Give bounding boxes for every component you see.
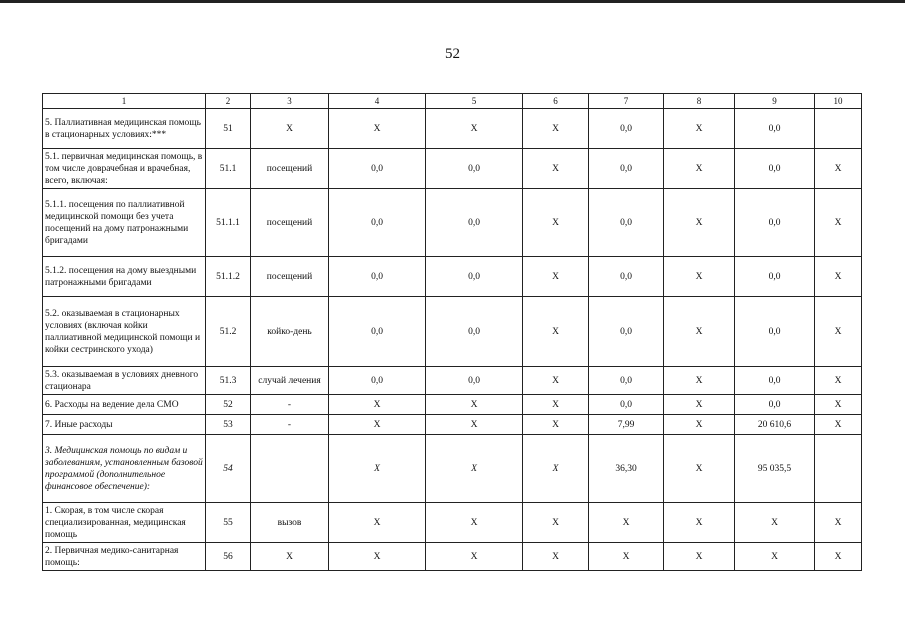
value-cell: X	[589, 543, 664, 571]
value-cell: X	[664, 415, 735, 435]
value-cell: 20 610,6	[735, 415, 815, 435]
row-unit-cell: посещений	[251, 149, 329, 189]
value-cell	[815, 435, 862, 503]
table-row	[43, 149, 862, 189]
value-cell: X	[329, 543, 426, 571]
value-cell: X	[664, 543, 735, 571]
row-name-cell: 5.1.2. посещения на дому выездными патронажными бригадами	[43, 257, 206, 297]
value-cell: X	[426, 109, 523, 149]
header-cell: 8	[664, 94, 735, 109]
table-row	[43, 415, 862, 435]
row-code-cell: 51.1.2	[206, 257, 251, 297]
value-cell: X	[815, 297, 862, 367]
row-unit-cell: -	[251, 415, 329, 435]
value-cell: 0,0	[735, 109, 815, 149]
value-cell: 0,0	[426, 189, 523, 257]
header-cell: 3	[251, 94, 329, 109]
value-cell: X	[664, 435, 735, 503]
value-cell: 0,0	[426, 367, 523, 395]
value-cell: 0,0	[735, 297, 815, 367]
value-cell: X	[523, 503, 589, 543]
value-cell: X	[426, 415, 523, 435]
value-cell: X	[815, 149, 862, 189]
table-row	[43, 367, 862, 395]
table-header-row	[43, 94, 862, 109]
row-name-cell: 1. Скорая, в том числе скорая специализированная, медицинская помощь	[43, 503, 206, 543]
row-unit-cell: случай лечения	[251, 367, 329, 395]
row-unit-cell: X	[251, 109, 329, 149]
value-cell: 0,0	[329, 257, 426, 297]
table-row	[43, 543, 862, 571]
row-name-cell: 5.1. первичная медицинская помощь, в том числе доврачебная и врачебная, всего, включая:	[43, 149, 206, 189]
value-cell: X	[664, 189, 735, 257]
value-cell: 0,0	[329, 297, 426, 367]
row-unit-cell	[251, 435, 329, 503]
value-cell: X	[329, 395, 426, 415]
value-cell: X	[523, 415, 589, 435]
value-cell: X	[815, 257, 862, 297]
value-cell: X	[426, 543, 523, 571]
value-cell: X	[664, 395, 735, 415]
value-cell: X	[815, 367, 862, 395]
row-code-cell: 51.1.1	[206, 189, 251, 257]
row-code-cell: 51	[206, 109, 251, 149]
top-border-line	[0, 0, 905, 3]
table-row	[43, 503, 862, 543]
row-code-cell: 51.1	[206, 149, 251, 189]
header-cell: 10	[815, 94, 862, 109]
value-cell: X	[329, 415, 426, 435]
value-cell: 95 035,5	[735, 435, 815, 503]
data-table	[42, 93, 862, 571]
value-cell: 0,0	[329, 149, 426, 189]
header-cell: 7	[589, 94, 664, 109]
row-unit-cell: койко-день	[251, 297, 329, 367]
value-cell: 0,0	[735, 367, 815, 395]
row-name-cell: 6. Расходы на ведение дела СМО	[43, 395, 206, 415]
value-cell: 0,0	[589, 149, 664, 189]
row-code-cell: 51.2	[206, 297, 251, 367]
value-cell: X	[664, 367, 735, 395]
value-cell: X	[426, 503, 523, 543]
value-cell: 0,0	[329, 189, 426, 257]
value-cell: 36,30	[589, 435, 664, 503]
row-unit-cell: посещений	[251, 189, 329, 257]
table-row	[43, 395, 862, 415]
value-cell: 7,99	[589, 415, 664, 435]
value-cell: X	[523, 189, 589, 257]
value-cell: X	[329, 435, 426, 503]
row-name-cell: 5. Паллиативная медицинская помощь в стационарных условиях:***	[43, 109, 206, 149]
row-code-cell: 51.3	[206, 367, 251, 395]
row-unit-cell: вызов	[251, 503, 329, 543]
value-cell: X	[523, 297, 589, 367]
value-cell: 0,0	[735, 149, 815, 189]
value-cell: X	[815, 395, 862, 415]
value-cell: X	[664, 297, 735, 367]
value-cell: X	[523, 435, 589, 503]
value-cell: X	[426, 435, 523, 503]
table-row	[43, 109, 862, 149]
value-cell: 0,0	[589, 109, 664, 149]
value-cell: X	[329, 109, 426, 149]
value-cell: X	[815, 503, 862, 543]
value-cell: 0,0	[426, 257, 523, 297]
row-code-cell: 56	[206, 543, 251, 571]
value-cell: X	[815, 543, 862, 571]
value-cell: X	[426, 395, 523, 415]
table-row	[43, 189, 862, 257]
row-code-cell: 55	[206, 503, 251, 543]
row-name-cell: 5.3. оказываемая в условиях дневного стационара	[43, 367, 206, 395]
value-cell: 0,0	[589, 367, 664, 395]
table-row	[43, 297, 862, 367]
page-number: 52	[445, 46, 460, 62]
value-cell: X	[664, 257, 735, 297]
value-cell: 0,0	[735, 257, 815, 297]
value-cell: 0,0	[589, 395, 664, 415]
row-name-cell: 5.1.1. посещения по паллиативной медицинской помощи без учета посещений на дому патронажными бригадами	[43, 189, 206, 257]
row-unit-cell: посещений	[251, 257, 329, 297]
value-cell: 0,0	[589, 297, 664, 367]
value-cell: 0,0	[735, 395, 815, 415]
value-cell: X	[523, 257, 589, 297]
row-unit-cell: X	[251, 543, 329, 571]
value-cell: X	[589, 503, 664, 543]
row-code-cell: 54	[206, 435, 251, 503]
header-cell: 2	[206, 94, 251, 109]
value-cell: X	[523, 109, 589, 149]
table-row	[43, 257, 862, 297]
table-row	[43, 435, 862, 503]
value-cell: X	[523, 367, 589, 395]
value-cell: X	[815, 189, 862, 257]
header-cell: 6	[523, 94, 589, 109]
value-cell	[815, 109, 862, 149]
header-cell: 1	[43, 94, 206, 109]
value-cell: X	[815, 415, 862, 435]
value-cell: X	[523, 543, 589, 571]
header-cell: 4	[329, 94, 426, 109]
row-name-cell: 2. Первичная медико-санитарная помощь:	[43, 543, 206, 571]
header-cell: 9	[735, 94, 815, 109]
row-name-cell: 3. Медицинская помощь по видам и заболеваниям, установленным базовой программой (дополнительное финансовое обеспечение):	[43, 435, 206, 503]
row-code-cell: 53	[206, 415, 251, 435]
value-cell: 0,0	[589, 189, 664, 257]
row-name-cell: 5.2. оказываемая в стационарных условиях (включая койки паллиативной медицинской помощи и койки сестринского ухода)	[43, 297, 206, 367]
value-cell: 0,0	[589, 257, 664, 297]
value-cell: X	[329, 503, 426, 543]
value-cell: X	[523, 149, 589, 189]
row-code-cell: 52	[206, 395, 251, 415]
value-cell: X	[523, 395, 589, 415]
value-cell: X	[735, 503, 815, 543]
header-cell: 5	[426, 94, 523, 109]
value-cell: X	[664, 503, 735, 543]
value-cell: 0,0	[426, 297, 523, 367]
value-cell: 0,0	[426, 149, 523, 189]
row-name-cell: 7. Иные расходы	[43, 415, 206, 435]
value-cell: X	[664, 109, 735, 149]
value-cell: 0,0	[735, 189, 815, 257]
row-unit-cell: -	[251, 395, 329, 415]
value-cell: 0,0	[329, 367, 426, 395]
value-cell: X	[664, 149, 735, 189]
value-cell: X	[735, 543, 815, 571]
